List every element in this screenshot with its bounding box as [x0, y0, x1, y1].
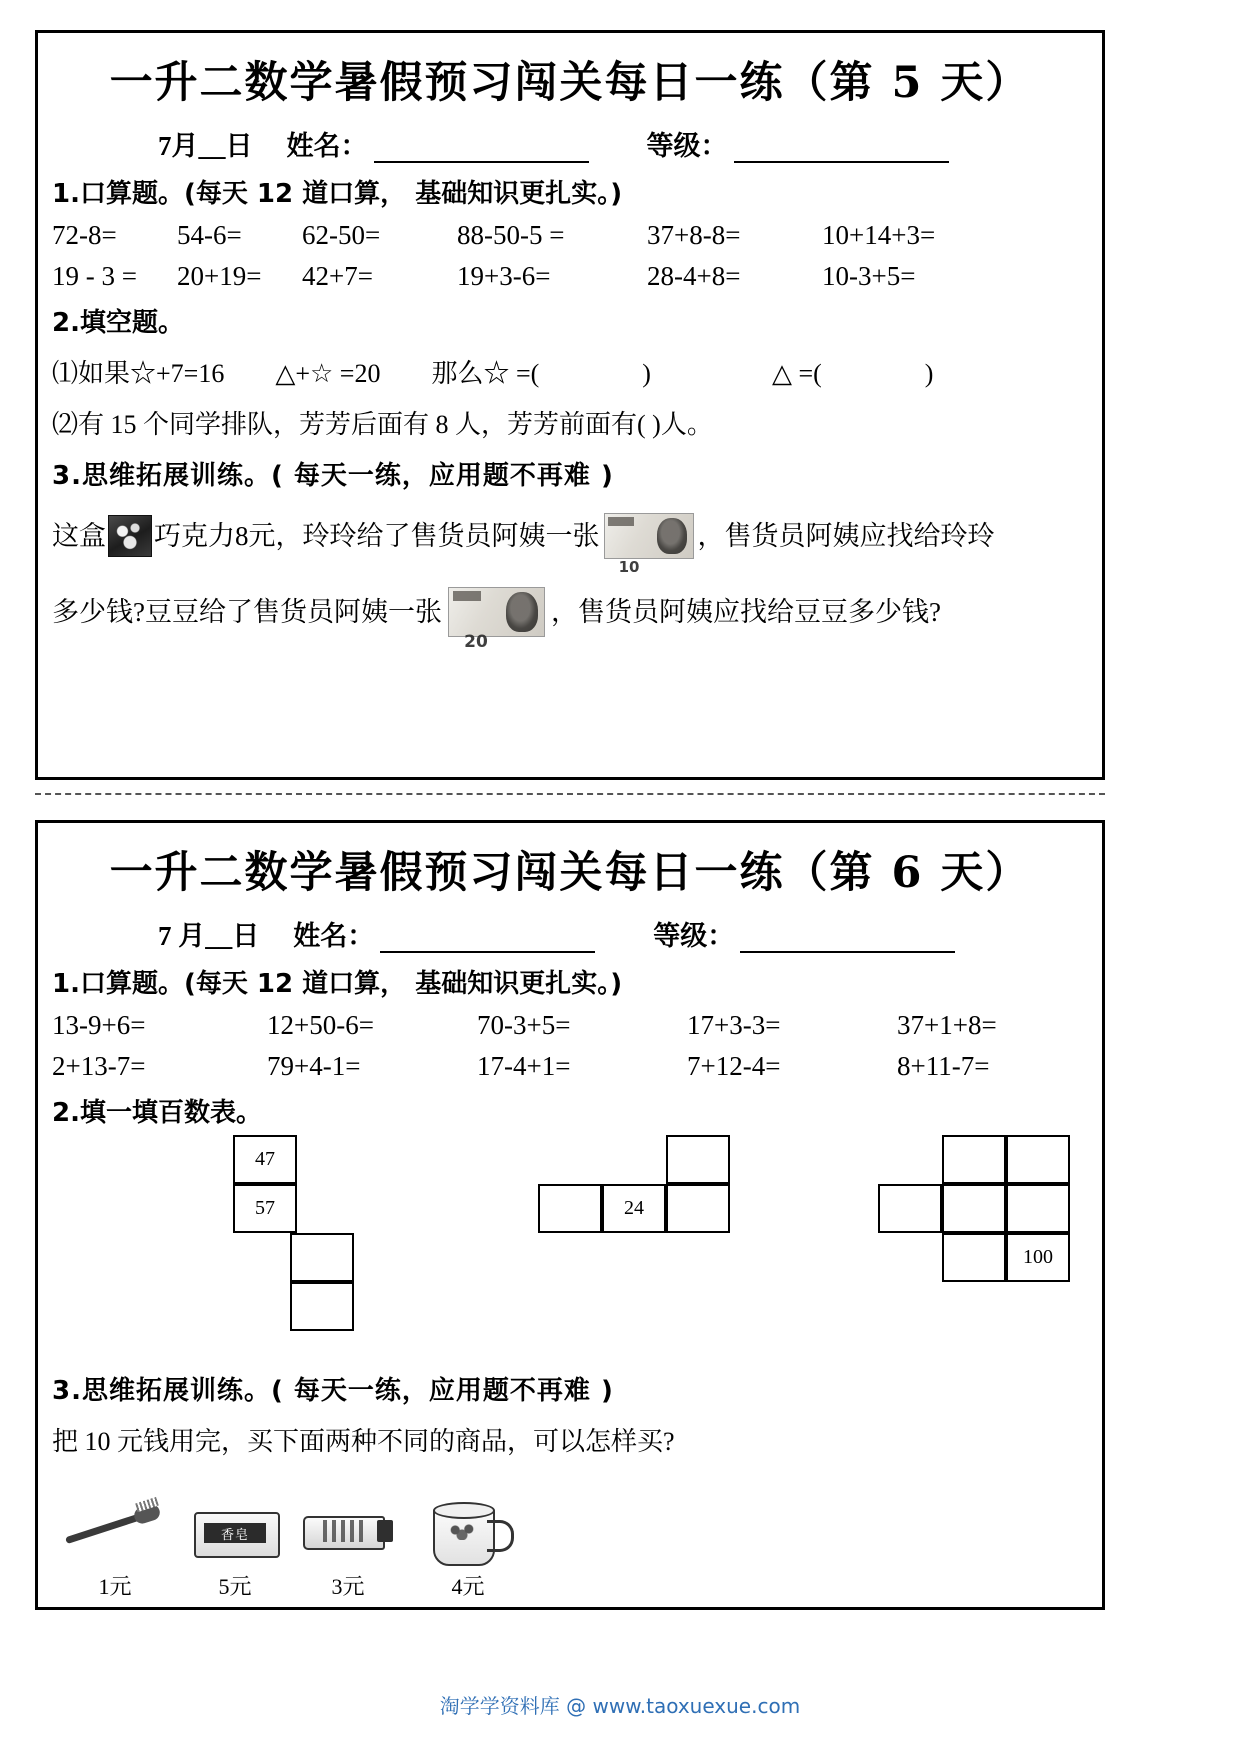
calc-item[interactable]: 42+7=: [302, 261, 373, 291]
section1-heading-day5: 1.口算题。(每天 12 道口算， 基础知识更扎实。): [52, 179, 623, 209]
mug-icon: [413, 1476, 523, 1568]
mug-handle: [487, 1520, 514, 1552]
story-text-b: 巧克力8元，玲玲给了售货员阿姨一张: [154, 521, 600, 551]
banknote-band: [453, 591, 482, 602]
fill-question-2[interactable]: ⑵有 15 个同学排队，芳芳后面有 8 人，芳芳前面有( )人。: [52, 410, 713, 439]
fill-q1-second: △ =(: [771, 359, 822, 388]
fill-question-1: [38, 353, 1102, 390]
grid-cell-filled[interactable]: 57: [233, 1184, 297, 1233]
section3-heading-day6: 3.思维拓展训练。( 每天一练，应用题不再难 ): [52, 1376, 614, 1406]
toothpaste-cap: [377, 1520, 393, 1542]
toothpaste-stripes: [323, 1520, 363, 1542]
shop-item-toothbrush: [60, 1476, 170, 1601]
date-field-day6[interactable]: 7 月__日: [158, 921, 260, 951]
banknote-portrait: [506, 592, 538, 632]
grade-input-day5[interactable]: [734, 135, 949, 163]
calc-row-1-day5: [38, 220, 1102, 251]
word-problem-line-2: [52, 574, 1086, 653]
word-problem-line-1: [52, 498, 1086, 574]
calc-item[interactable]: 13-9+6=: [52, 1010, 146, 1040]
price-label: 1元: [98, 1574, 132, 1599]
grid-cell-blank[interactable]: [666, 1135, 730, 1184]
grid-cell-filled[interactable]: 47: [233, 1135, 297, 1184]
story-text-e: ，售货员阿姨应找给豆豆多少钱?: [550, 597, 941, 627]
section2-heading-day6: 2.填一填百数表。: [52, 1098, 262, 1128]
calc-item[interactable]: 17+3-3=: [687, 1010, 781, 1040]
calc-item[interactable]: 62-50=: [302, 220, 381, 250]
banknote-band: [608, 517, 634, 527]
banknote-20-yuan-icon: [448, 587, 545, 653]
calc-item[interactable]: 2+13-7=: [52, 1051, 146, 1081]
story-text-d: 多少钱?豆豆给了售货员阿姨一张: [52, 597, 442, 627]
calc-item[interactable]: 20+19=: [177, 261, 262, 291]
calc-item[interactable]: 19 - 3 =: [52, 261, 137, 291]
calc-item[interactable]: 7+12-4=: [687, 1051, 781, 1081]
worksheet-day5: [35, 30, 1105, 780]
toothpaste-icon: [293, 1476, 403, 1568]
grid-cell-blank[interactable]: [290, 1282, 354, 1331]
grade-input-day6[interactable]: [740, 925, 955, 953]
banknote-portrait: [657, 518, 687, 555]
grade-label-day6: 等级：: [653, 921, 735, 951]
grid-cell-blank[interactable]: [942, 1184, 1006, 1233]
page-divider: [35, 793, 1105, 795]
grid-cell-blank[interactable]: [290, 1233, 354, 1282]
footer-watermark: 淘学学资料库 @ www.taoxuexue.com: [439, 1694, 801, 1718]
worksheet-day6: [35, 820, 1105, 1610]
grid-cell-blank[interactable]: [942, 1135, 1006, 1184]
mug-pattern: [445, 1520, 479, 1540]
page-title-day5: 一升二数学暑假预习闯关每日一练（第 5 天）: [109, 58, 1031, 108]
banknote-10-yuan-icon: [604, 513, 694, 576]
grid-cell-blank[interactable]: [1006, 1184, 1070, 1233]
story-text-a: 这盒: [52, 521, 106, 551]
grid-cell-filled[interactable]: 100: [1006, 1233, 1070, 1282]
shop-item-toothpaste: [293, 1476, 403, 1601]
price-label: 5元: [218, 1574, 252, 1599]
shop-item-soap: [180, 1476, 290, 1601]
meta-row-day6: [38, 914, 1102, 953]
calc-item[interactable]: 10-3+5=: [822, 261, 916, 291]
fill-q1-then: 那么☆ =(: [431, 359, 540, 388]
name-label-day5: 姓名：: [286, 131, 368, 161]
section3-heading-day5: 3.思维拓展训练。( 每天一练，应用题不再难 ): [52, 461, 614, 491]
section2-heading-day5: 2.填空题。: [52, 308, 184, 338]
calc-item[interactable]: 28-4+8=: [647, 261, 741, 291]
calc-item[interactable]: 12+50-6=: [267, 1010, 374, 1040]
calc-item[interactable]: 72-8=: [52, 220, 117, 250]
grid-cell-blank[interactable]: [1006, 1135, 1070, 1184]
grid-cell-blank[interactable]: [942, 1233, 1006, 1282]
calc-item[interactable]: 37+8-8=: [647, 220, 741, 250]
toothbrush-icon: [60, 1476, 170, 1568]
calc-item[interactable]: 79+4-1=: [267, 1051, 361, 1081]
name-label-day6: 姓名：: [293, 921, 375, 951]
calc-row-2-day5: [38, 261, 1102, 292]
calc-item[interactable]: 17-4+1=: [477, 1051, 571, 1081]
mug-rim: [433, 1502, 495, 1519]
shop-item-mug: [413, 1476, 523, 1601]
fill-q1-close1: ): [642, 359, 651, 388]
soap-label: 香皂: [204, 1523, 266, 1543]
grid-cell-blank[interactable]: [538, 1184, 602, 1233]
meta-row-day5: [38, 124, 1102, 163]
page-title-day6: 一升二数学暑假预习闯关每日一练（第 6 天）: [109, 848, 1031, 898]
calc-row-1-day6: [38, 1010, 1102, 1041]
fill-q1-lead: ⑴如果☆+7=16: [52, 359, 225, 388]
fill-q1-mid: △+☆ =20: [275, 359, 381, 388]
price-label: 4元: [451, 1574, 485, 1599]
banknote-denomination: 20: [464, 632, 488, 653]
hundred-chart-puzzles: [38, 1135, 1102, 1360]
calc-item[interactable]: 37+1+8=: [897, 1010, 997, 1040]
calc-item[interactable]: 54-6=: [177, 220, 242, 250]
price-label: 3元: [331, 1574, 365, 1599]
calc-item[interactable]: 19+3-6=: [457, 261, 551, 291]
grid-cell-blank[interactable]: [878, 1184, 942, 1233]
fill-q1-close2: ): [924, 359, 934, 388]
grade-label-day5: 等级：: [646, 131, 728, 161]
calc-item[interactable]: 10+14+3=: [822, 220, 936, 250]
story-text-c: ，售货员阿姨应找给玲玲: [697, 521, 995, 551]
calc-item[interactable]: 70-3+5=: [477, 1010, 571, 1040]
grid-cell-blank[interactable]: [666, 1184, 730, 1233]
chocolate-box-icon: [108, 515, 152, 557]
name-input-day6[interactable]: [380, 925, 595, 953]
shopping-items: [38, 1476, 1102, 1626]
soap-icon: [180, 1476, 290, 1568]
shopping-prompt: 把 10 元钱用完，买下面两种不同的商品，可以怎样买?: [52, 1427, 675, 1456]
date-field-day5[interactable]: 7月__日: [158, 131, 253, 161]
calc-row-2-day6: [38, 1051, 1102, 1082]
calc-item[interactable]: 8+11-7=: [897, 1051, 990, 1081]
word-problem-day5: [38, 498, 1102, 653]
grid-cell-filled[interactable]: 24: [602, 1184, 666, 1233]
section1-heading-day6: 1.口算题。(每天 12 道口算， 基础知识更扎实。): [52, 969, 623, 999]
banknote-denomination: 10: [618, 557, 640, 576]
calc-item[interactable]: 88-50-5 =: [457, 220, 565, 250]
name-input-day5[interactable]: [374, 135, 589, 163]
